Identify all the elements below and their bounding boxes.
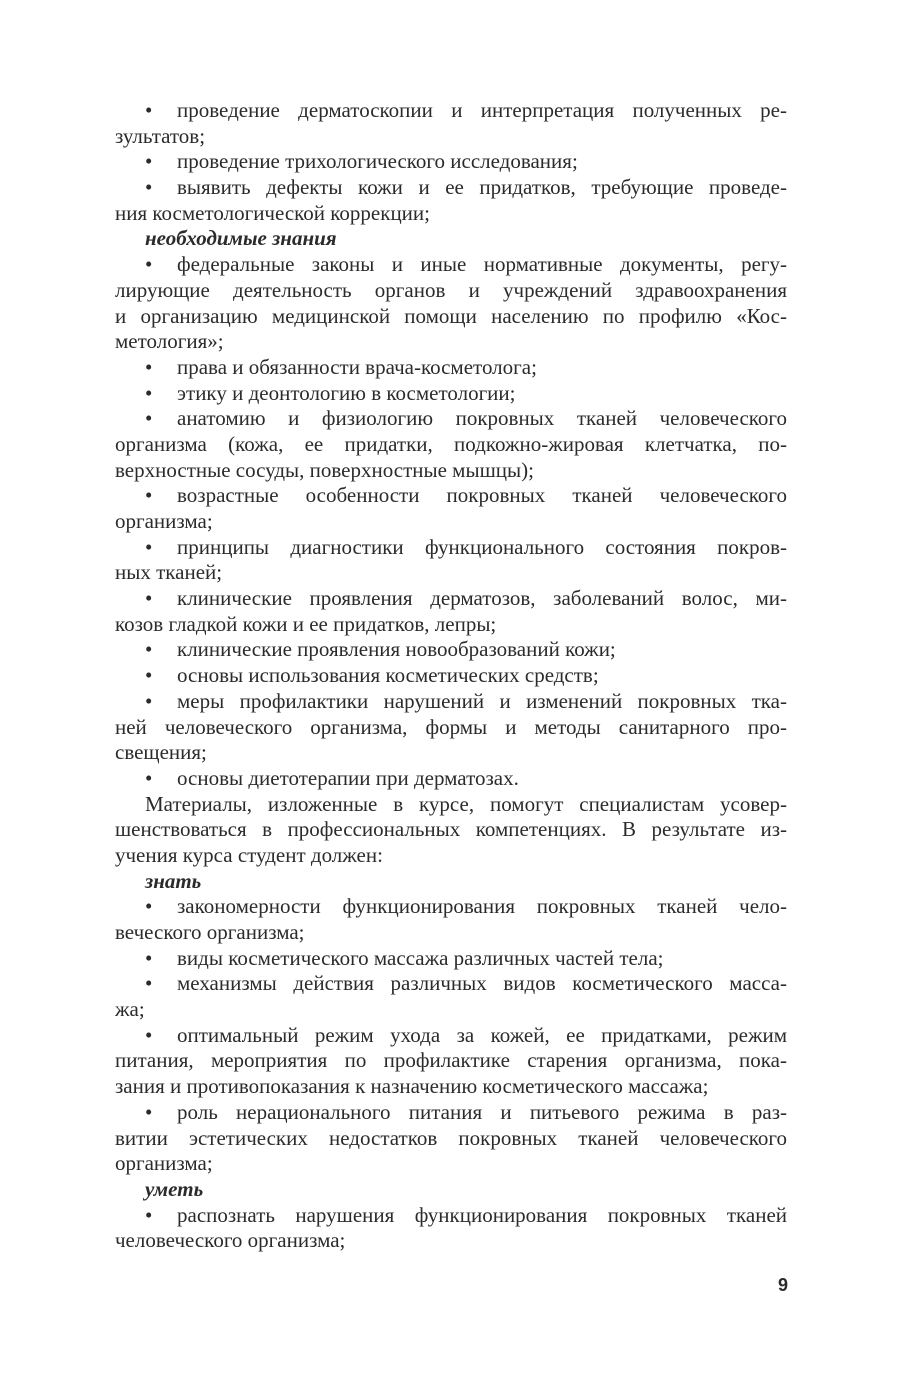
line-text: роль нерационального питания и питьевого режима в раз- (177, 1099, 787, 1124)
line-text: права и обязанности врача-косметолога; (177, 354, 537, 379)
page-number: 9 (777, 1275, 788, 1295)
list-item-line (115, 201, 787, 227)
line-text: оптимальный режим ухода за кожей, ее придатками, режим (177, 1022, 787, 1047)
list-item-line (115, 740, 787, 766)
line-text: клинические проявления дерматозов, заболеваний волос, ми- (177, 586, 787, 611)
paragraph-line (115, 817, 787, 843)
list-item-line (115, 124, 787, 150)
list-item-line (115, 946, 787, 972)
line-text: ных тканей; (115, 560, 223, 585)
line-text: федеральные законы и иные нормативные документы, регу- (177, 252, 787, 277)
bullet-icon: • (145, 252, 153, 277)
list-item-line (115, 381, 787, 407)
bullet-icon: • (145, 175, 153, 200)
list-item-line (115, 1151, 787, 1177)
line-text: этику и деонтологию в косметологии; (177, 380, 516, 405)
line-text: зания и противопоказания к назначению косметического массажа; (115, 1074, 709, 1099)
line-text: организма; (115, 1151, 213, 1176)
line-text: проведение дерматоскопии и интерпретация полученных ре- (177, 98, 787, 122)
bullet-icon: • (145, 765, 153, 790)
bullet-icon: • (145, 98, 153, 122)
line-text: зультатов; (115, 123, 206, 148)
line-text: лирующие деятельность органов и учреждений здравоохранения (115, 277, 787, 302)
bullet-icon: • (145, 1202, 153, 1227)
line-text: выявить дефекты кожи и ее придатков, требующие проведе- (177, 175, 787, 200)
list-item-line (115, 1023, 787, 1049)
bullet-icon: • (145, 894, 153, 919)
list-item-line (115, 432, 787, 458)
line-text: проведение трихологического исследования; (177, 149, 578, 174)
line-text: ния косметологической коррекции; (115, 200, 430, 225)
line-text: основы диетотерапии при дерматозах. (177, 765, 519, 790)
bullet-icon: • (145, 971, 153, 996)
bullet-icon: • (145, 637, 153, 662)
line-text: виды косметического массажа различных частей тела; (177, 945, 664, 970)
line-text: ней человеческого организма, формы и методы санитарного про- (115, 714, 787, 739)
line-text: человеческого организма; (115, 1228, 346, 1253)
line-text: веческого организма; (115, 920, 305, 944)
list-item-line (115, 894, 787, 920)
list-item-line (115, 637, 787, 663)
line-text: питания, мероприятия по профилактике старения организма, пока- (115, 1048, 787, 1073)
bullet-icon: • (145, 534, 153, 559)
line-text: механизмы действия различных видов косметического масса- (177, 971, 787, 996)
list-item-line (115, 329, 787, 355)
line-text: жа; (115, 997, 145, 1022)
page-body (115, 98, 787, 1254)
bullet-icon: • (145, 1099, 153, 1124)
list-item-line (115, 1074, 787, 1100)
line-text: организма (кожа, ее придатки, подкожно-жировая клетчатка, по- (115, 431, 787, 456)
bullet-icon: • (145, 354, 153, 379)
bullet-icon: • (145, 380, 153, 405)
line-text: распознать нарушения функционирования покровных тканей (177, 1202, 787, 1227)
list-item-line (115, 509, 787, 535)
list-item-line (115, 535, 787, 561)
line-text: принципы диагностики функционального состояния покров- (177, 534, 787, 559)
list-item-line (115, 997, 787, 1023)
line-text: свещения; (115, 740, 207, 765)
bullet-icon: • (145, 586, 153, 611)
line-text: метология»; (115, 329, 224, 354)
list-item-line (115, 1228, 787, 1254)
line-text: меры профилактики нарушений и изменений покровных тка- (177, 688, 787, 713)
list-item-line (115, 560, 787, 586)
list-item-line (115, 406, 787, 432)
list-item-line (115, 1100, 787, 1126)
list-item-line (115, 304, 787, 330)
list-item-line (115, 252, 787, 278)
line-text: клинические проявления новообразований кожи; (177, 637, 616, 662)
list-item-line (115, 1203, 787, 1229)
list-item-line (115, 355, 787, 381)
line-text: анатомию и физиологию покровных тканей человеческого (177, 406, 787, 431)
line-text: возрастные особенности покровных тканей человеческого (177, 483, 787, 508)
bullet-icon: • (145, 945, 153, 970)
list-item-line (115, 149, 787, 175)
list-item-line (115, 278, 787, 304)
list-item-line (115, 971, 787, 997)
list-item-line (115, 1126, 787, 1152)
section-heading: необходимые знания (145, 226, 337, 251)
list-item-line (115, 98, 787, 124)
list-item-line (115, 715, 787, 741)
bullet-icon: • (145, 406, 153, 431)
list-item-line (115, 483, 787, 509)
line-text: верхностные сосуды, поверхностные мышцы); (115, 457, 534, 482)
list-item-line (115, 766, 787, 792)
section-heading: знать (145, 868, 202, 893)
line-text: организма; (115, 509, 213, 533)
list-item-line (115, 920, 787, 946)
section-heading: уметь (145, 1176, 204, 1201)
bullet-icon: • (145, 483, 153, 508)
list-item-line (115, 1048, 787, 1074)
list-item-line (115, 663, 787, 689)
list-item-line (115, 175, 787, 201)
list-item-line (115, 612, 787, 638)
line-text: шенствоваться в профессиональных компетенциях. В результате из- (115, 817, 787, 842)
line-text: и организацию медицинской помощи населению по профилю «Кос- (115, 303, 787, 328)
line-text: закономерности функционирования покровных тканей чело- (177, 894, 787, 919)
bullet-icon: • (145, 663, 153, 688)
paragraph-line (115, 843, 787, 869)
line-text: витии эстетических недостатков покровных тканей человеческого (115, 1125, 787, 1150)
line-text: учения курса студент должен: (115, 842, 383, 867)
bullet-icon: • (145, 688, 153, 713)
list-item-line (115, 689, 787, 715)
line-text: основы использования косметических средств; (177, 663, 599, 688)
list-item-line (115, 586, 787, 612)
list-item-line (115, 458, 787, 484)
line-text: козов гладкой кожи и ее придатков, лепры; (115, 611, 497, 636)
bullet-icon: • (145, 1022, 153, 1047)
bullet-icon: • (145, 149, 153, 174)
line-text: Материалы, изложенные в курсе, помогут специалистам усовер- (145, 791, 787, 816)
paragraph-line (115, 792, 787, 818)
